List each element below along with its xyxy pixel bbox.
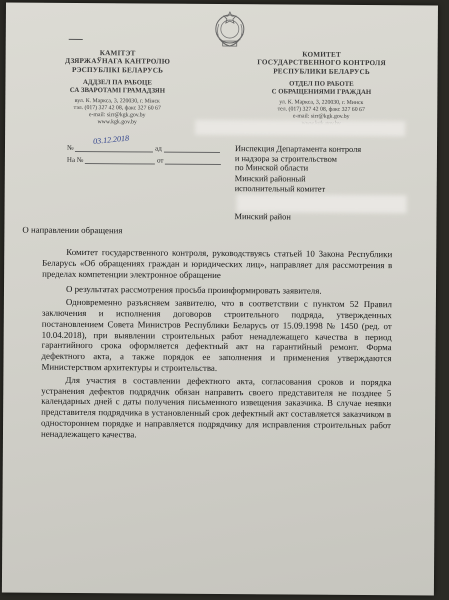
right-address-line: тел. (017) 327 42 08, факс 327 60 67 <box>277 106 365 114</box>
recipient-line: и надзора за строительством <box>234 153 337 164</box>
body-paragraph: Комитет государственного контроля, руководствуясь статьей 10 Закона Республики Беларусь «Об обращениях граждан и юридических лиц», направляет для рассмотрения в пределах компетенции электронное обращение <box>42 246 393 280</box>
redacted-area <box>195 120 405 136</box>
left-dept-line: АДДЗЕЛ ПА РАБОЦЕ <box>82 79 152 87</box>
redacted-area <box>237 194 407 213</box>
right-org-line: КОМИТЕТ <box>302 50 342 59</box>
right-header-ru <box>243 50 400 127</box>
right-address-line: ул. К. Маркса, 3, 220030, г. Минск <box>279 99 364 107</box>
recipient-block <box>234 212 290 222</box>
state-emblem-icon <box>210 10 250 50</box>
left-header-by <box>47 49 188 126</box>
left-dept-line: СА ЗВАРОТАМІ ГРАМАДЗЯН <box>69 87 166 95</box>
body-paragraph: Одновременно разъясняем заявителю, что в соответствии с пунктом 52 Правил заключения и исполнения договоров строительного подряда, утвержденных постановлением Совета Министров Республики Беларусь от 15.09.1998 № 1450 (ред. от 10.04.2018), при выявлении строительных работ ненадлежащего качества в период гарантийного срока оформляется дефектный акт на гарантийный ремонт. Форма дефектного акта, а также порядок ее заполнения и применения утверждаются Министерством архитектуры и строительства. <box>41 297 392 373</box>
recipient-line: по Минской области <box>234 163 309 173</box>
letter-subject: О направлении обращения <box>22 224 123 236</box>
left-address-line: тэл. (017) 327 42 08, факс 327 60 67 <box>73 104 161 112</box>
left-address-line: www.kgk.gov.by <box>97 118 137 126</box>
letter-body <box>41 247 392 444</box>
body-paragraph: О результатах рассмотрения просьба проинформировать заявителя. <box>65 284 322 297</box>
recipient-line: исполнительный комитет <box>234 183 326 194</box>
left-org-line: КАМІТЭТ <box>99 49 136 58</box>
right-dept-line: ОТДЕЛ ПО РАБОТЕ <box>289 80 354 89</box>
right-org-line: РЕСПУБЛИКИ БЕЛАРУСЬ <box>273 67 370 76</box>
left-address-line: вул. К. Маркса, 3, 220030, г. Мінск <box>74 98 160 105</box>
right-dept-line: С ОБРАЩЕНИЯМИ ГРАЖДАН <box>271 88 372 97</box>
body-paragraph: Для участия в составлении дефектного акта, согласования сроков и порядка устранения дефектов подрядчик обязан направить своего представителя не позднее 5 календарных дней с даты получения письменного извещения заказчика. В случае неявки представителя подрядчика в установленный срок дефектный акт составляется заказчиком в одностороннем порядке и направляется подрядчику для исправления строительных работ ненадлежащего качества. <box>40 374 392 440</box>
reg-na-label: На № <box>66 155 84 165</box>
left-org-line: ДЗЯРЖАЎНАГА КАНТРОЛЮ <box>65 57 171 67</box>
reg-ot2-label: от <box>156 156 164 165</box>
recipient-block <box>235 144 361 174</box>
recipient-block <box>235 174 326 194</box>
reg-no-label: № <box>66 143 74 152</box>
right-org-line: ГОСУДАРСТВЕННОГО КОНТРОЛЯ <box>257 58 386 68</box>
handwritten-date: 03.12.2018 <box>92 133 130 146</box>
left-address-line: e-mail: sirr@kgk.gov.by <box>88 111 146 119</box>
left-org-line: РЭСПУБЛІКІ БЕЛАРУСЬ <box>71 65 164 75</box>
recipient-line: Минский районный <box>234 174 306 184</box>
reference-number-line <box>67 155 221 165</box>
reg-ot-label: ад <box>155 144 162 153</box>
right-address-line: e-mail: sirr@kgk.gov.by <box>292 113 350 120</box>
top-dash-mark <box>69 39 83 40</box>
document-page <box>2 2 438 595</box>
recipient-line: Инспекция Департамента контроля <box>234 144 362 154</box>
registration-number-line <box>67 143 220 153</box>
recipient-line: Минский район <box>234 212 291 222</box>
